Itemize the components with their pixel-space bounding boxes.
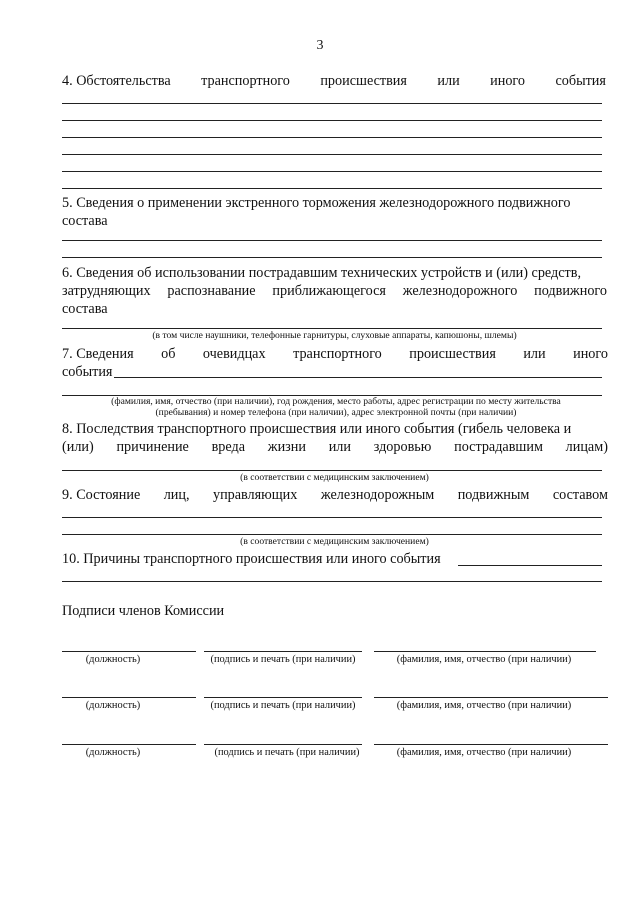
s9-fill-line[interactable] bbox=[62, 534, 602, 535]
section-6-heading-line3: состава bbox=[62, 301, 108, 317]
s7-word: 7. Сведения bbox=[62, 346, 134, 362]
section-8-heading: 8. Последствия транспортного происшествия или иного события (гибель человека и bbox=[62, 421, 572, 437]
signature-caption: (подпись и печать (при наличии) bbox=[210, 654, 356, 665]
s7-word: иного bbox=[573, 346, 608, 362]
s6-word: приближающегося bbox=[272, 283, 386, 299]
s7-word: или bbox=[523, 346, 546, 362]
name-caption: (фамилия, имя, отчество (при наличии) bbox=[396, 654, 572, 665]
s6-caption: (в том числе наушники, телефонные гарнитуры, слуховые аппараты, капюшоны, шлемы) bbox=[152, 330, 517, 341]
s4-word: транспортного bbox=[201, 73, 290, 89]
position-line[interactable] bbox=[62, 697, 196, 698]
section-7-heading bbox=[62, 345, 608, 363]
s8-word: (или) bbox=[62, 439, 94, 455]
s4-fill-line[interactable] bbox=[62, 137, 602, 138]
s5-fill-line[interactable] bbox=[62, 257, 602, 258]
s9-word: подвижным bbox=[457, 487, 530, 503]
s4-word: происшествия bbox=[320, 73, 407, 89]
s9-word: составом bbox=[552, 487, 608, 503]
section-6-heading: 6. Сведения об использовании пострадавшим технических устройств и (или) средств, bbox=[62, 265, 582, 281]
s8-word: или bbox=[328, 439, 351, 455]
name-caption: (фамилия, имя, отчество (при наличии) bbox=[396, 747, 572, 758]
position-caption: (должность) bbox=[85, 747, 141, 758]
s7-word: очевидцах bbox=[202, 346, 266, 362]
page-number: 3 bbox=[316, 38, 324, 53]
signature-line[interactable] bbox=[204, 697, 362, 698]
s9-word: управляющих bbox=[212, 487, 298, 503]
s9-fill-line[interactable] bbox=[62, 517, 602, 518]
signature-caption: (подпись и печать (при наличии) bbox=[214, 747, 360, 758]
name-line[interactable] bbox=[374, 651, 596, 652]
name-caption: (фамилия, имя, отчество (при наличии) bbox=[396, 700, 572, 711]
s10-fill-line[interactable] bbox=[62, 581, 602, 582]
s4-word: 4. Обстоятельства bbox=[62, 73, 171, 89]
s8-fill-line[interactable] bbox=[62, 470, 602, 471]
s8-caption: (в соответствии с медицинским заключением) bbox=[240, 472, 429, 483]
s10-fill-line[interactable] bbox=[458, 565, 602, 566]
s6-word: затрудняющих bbox=[62, 283, 151, 299]
s8-word: жизни bbox=[267, 439, 306, 455]
s6-word: подвижного bbox=[534, 283, 607, 299]
position-caption: (должность) bbox=[85, 654, 141, 665]
signature-line[interactable] bbox=[204, 744, 362, 745]
s4-fill-line[interactable] bbox=[62, 154, 602, 155]
s6-word: железнодорожного bbox=[402, 283, 518, 299]
signature-caption: (подпись и печать (при наличии) bbox=[210, 700, 356, 711]
s9-word: железнодорожным bbox=[320, 487, 435, 503]
section-5-heading: 5. Сведения о применении экстренного торможения железнодорожного подвижного bbox=[62, 195, 571, 211]
section-7-heading-line2: события bbox=[62, 364, 113, 380]
name-line[interactable] bbox=[374, 744, 608, 745]
section-4-heading bbox=[62, 72, 606, 90]
s8-word: вреда bbox=[211, 439, 246, 455]
name-line[interactable] bbox=[374, 697, 608, 698]
s7-word: транспортного bbox=[293, 346, 382, 362]
s7-caption-1: (фамилия, имя, отчество (при наличии), год рождения, место работы, адрес регистрации по месту жительства bbox=[111, 396, 561, 407]
s8-word: причинение bbox=[116, 439, 189, 455]
s7-fill-line[interactable] bbox=[114, 377, 602, 378]
s4-fill-line[interactable] bbox=[62, 120, 602, 121]
section-9-heading bbox=[62, 486, 608, 504]
s9-word: лиц, bbox=[163, 487, 190, 503]
s4-fill-line[interactable] bbox=[62, 188, 602, 189]
s9-caption: (в соответствии с медицинским заключением) bbox=[240, 536, 429, 547]
s7-word: об bbox=[161, 346, 176, 362]
position-line[interactable] bbox=[62, 744, 196, 745]
position-line[interactable] bbox=[62, 651, 196, 652]
section-5-heading-cont: состава bbox=[62, 213, 108, 229]
position-caption: (должность) bbox=[85, 700, 141, 711]
s6-word: распознавание bbox=[167, 283, 256, 299]
s7-caption-2: (пребывания) и номер телефона (при наличии), адрес электронной почты (при наличии) bbox=[155, 407, 517, 418]
s4-word: или bbox=[437, 73, 460, 89]
signature-line[interactable] bbox=[204, 651, 362, 652]
signatures-title: Подписи членов Комиссии bbox=[62, 603, 225, 619]
s4-fill-line[interactable] bbox=[62, 103, 602, 104]
s4-word: события bbox=[555, 73, 606, 89]
s7-word: происшествия bbox=[409, 346, 496, 362]
s4-word: иного bbox=[490, 73, 525, 89]
section-6-heading-line2 bbox=[62, 282, 607, 300]
section-10-heading: 10. Причины транспортного происшествия или иного события bbox=[62, 551, 441, 567]
s6-fill-line[interactable] bbox=[62, 328, 602, 329]
s8-word: лицам) bbox=[565, 439, 608, 455]
s8-word: здоровью bbox=[373, 439, 432, 455]
s9-word: 9. Состояние bbox=[62, 487, 141, 503]
s8-word: пострадавшим bbox=[454, 439, 543, 455]
s4-fill-line[interactable] bbox=[62, 171, 602, 172]
s5-fill-line[interactable] bbox=[62, 240, 602, 241]
section-8-heading-line2 bbox=[62, 438, 608, 456]
